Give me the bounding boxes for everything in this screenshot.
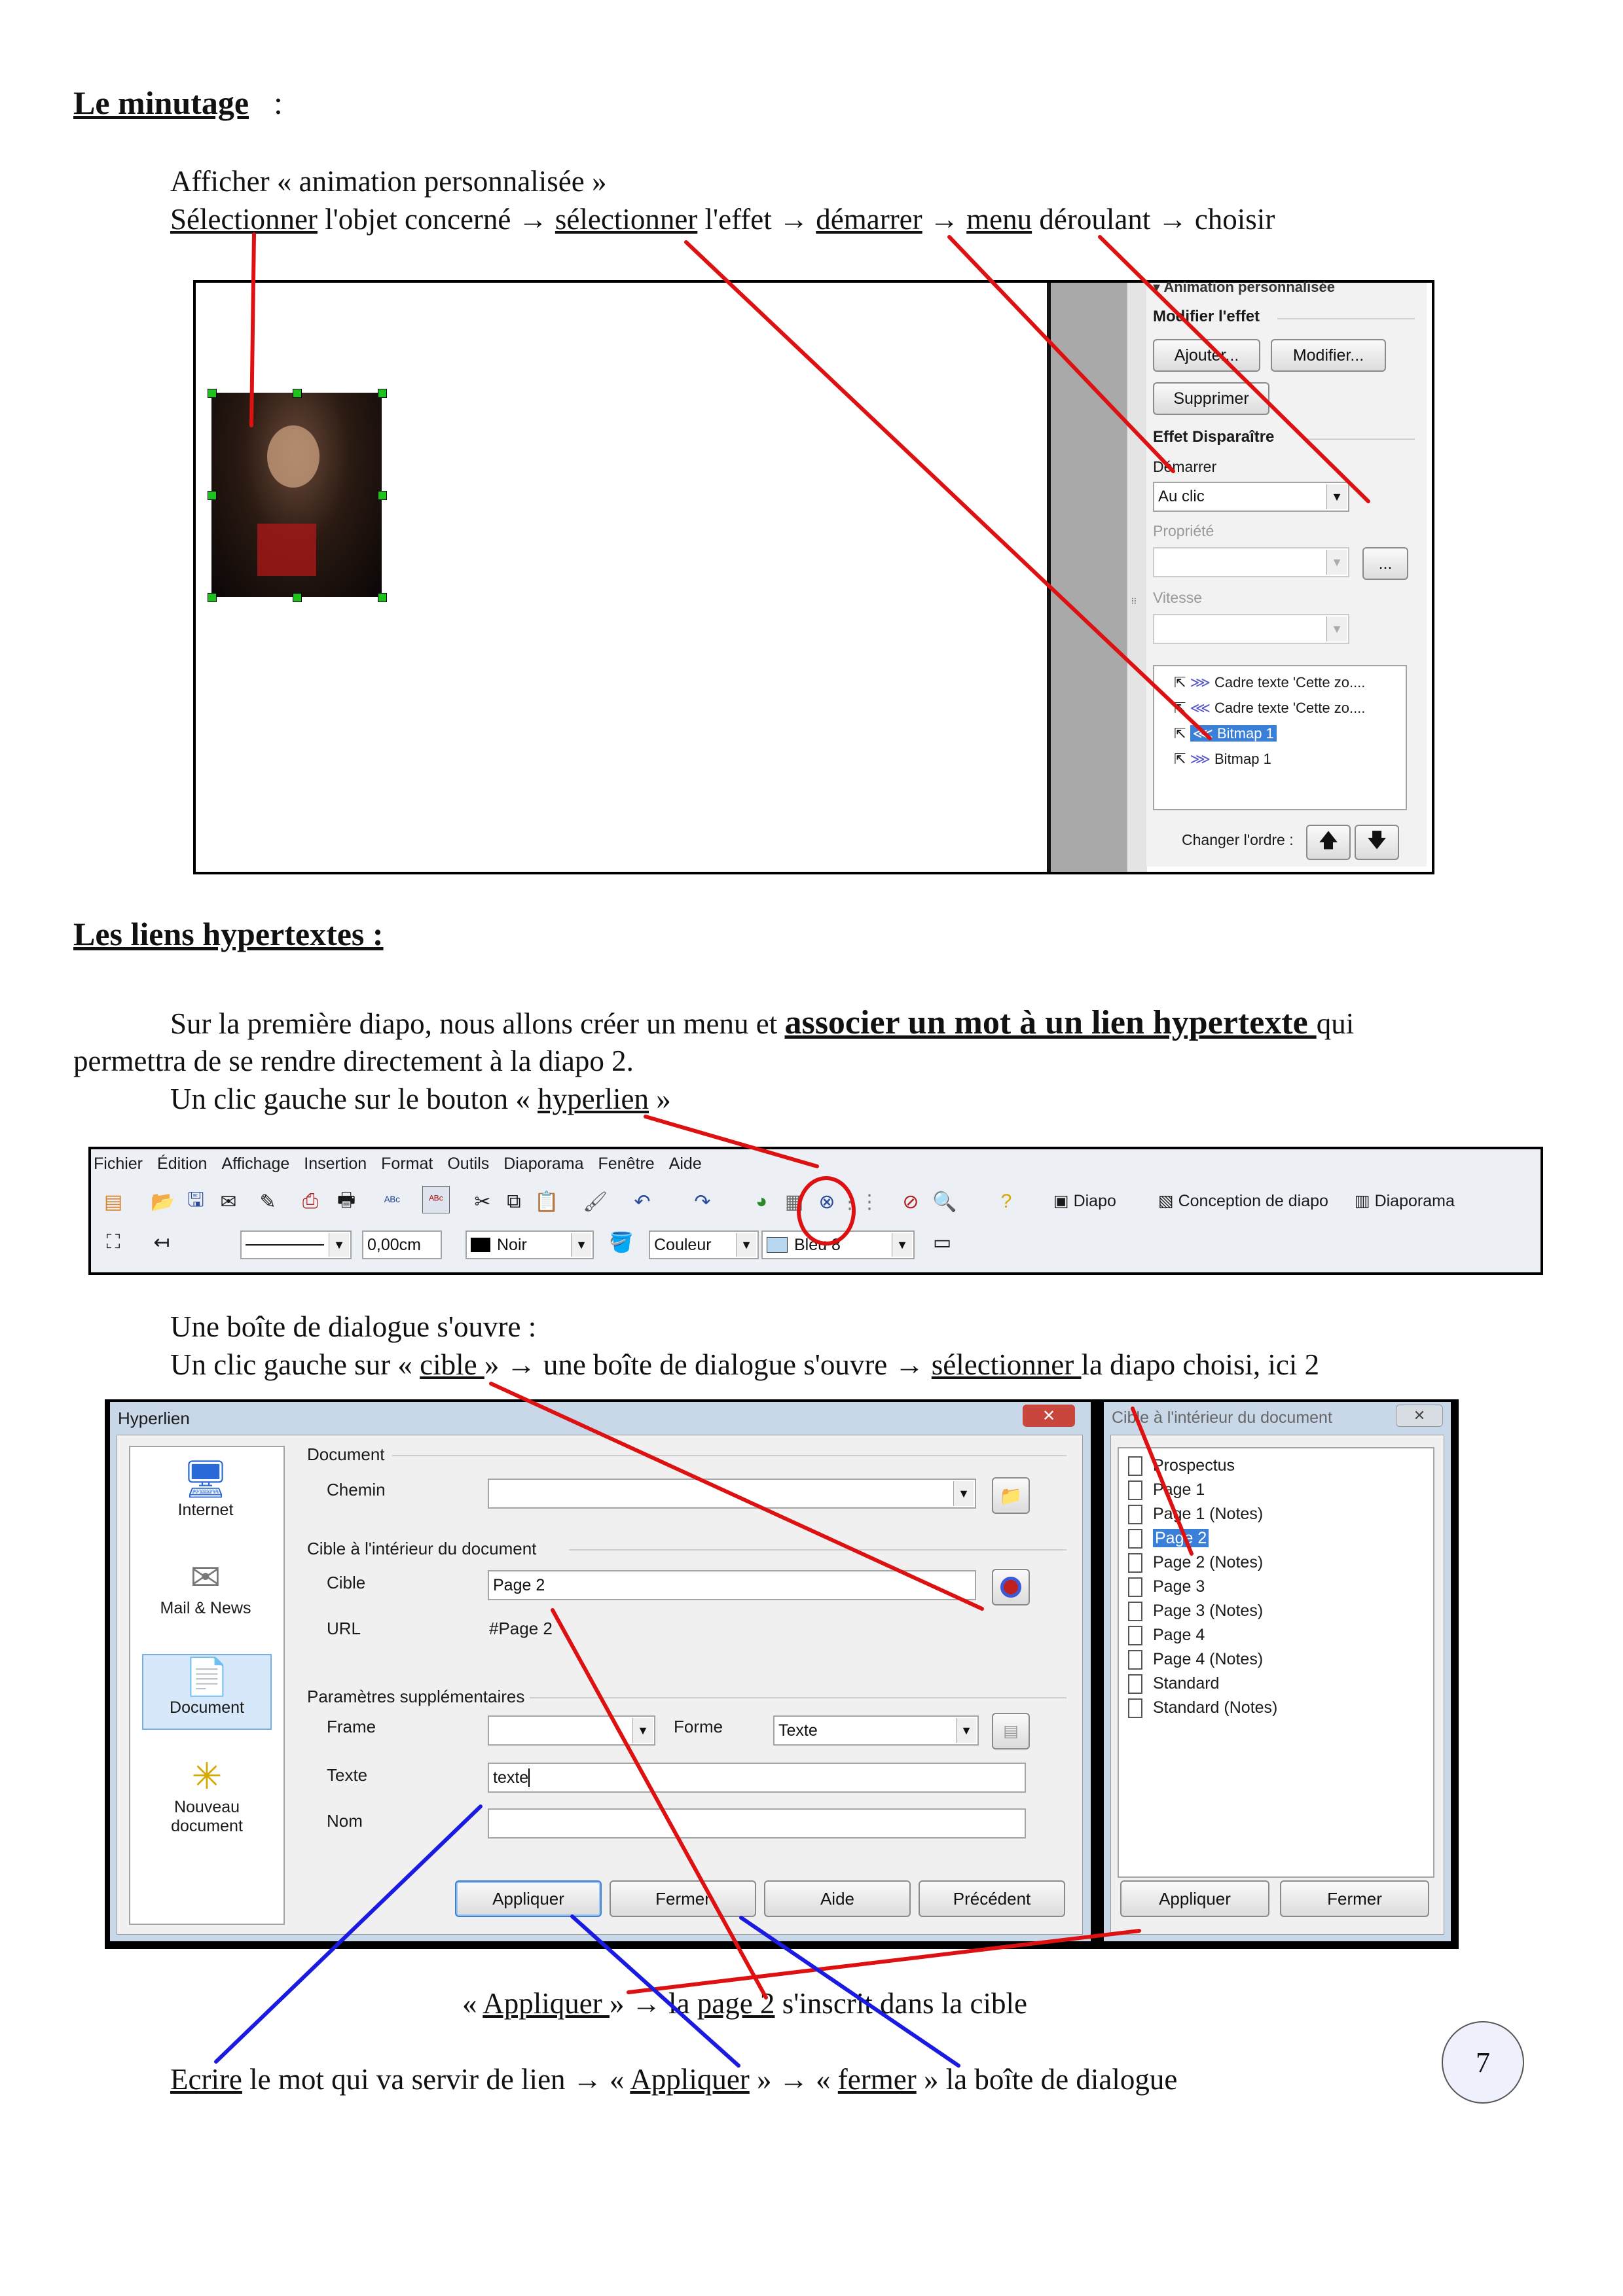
tree-item-selected[interactable] [1128, 1526, 1277, 1551]
undo-icon[interactable]: ↶ [634, 1191, 651, 1213]
events-button[interactable] [992, 1713, 1030, 1749]
move-down-button[interactable] [1355, 825, 1399, 860]
start-value: Au clic [1158, 488, 1205, 505]
area-fill-icon[interactable]: 🪣 [609, 1231, 634, 1253]
page-icon [1128, 1505, 1142, 1524]
property-label: Propriété [1153, 522, 1214, 539]
tree-item[interactable] [1128, 1478, 1277, 1502]
page-icon [1128, 1456, 1142, 1476]
text: « [462, 1987, 483, 2020]
text: » [649, 1083, 671, 1115]
text: » → une boîte de dialogue s'ouvre → [484, 1348, 932, 1381]
title-colon: : [274, 84, 283, 121]
text-label: Texte [327, 1765, 368, 1785]
save-icon[interactable]: 🖫 [187, 1189, 204, 1211]
close-word: fermer [837, 2063, 917, 2096]
modify-effect-group: Modifier l'effet [1153, 308, 1260, 325]
line-color-value: Noir [497, 1235, 527, 1254]
cursor-icon: ⇱ [1174, 700, 1186, 716]
text: Un clic gauche sur le bouton « [170, 1083, 538, 1115]
tree-item[interactable] [1128, 1599, 1277, 1623]
fill-color-dropdown[interactable] [761, 1230, 915, 1259]
paste-icon[interactable]: 📋 [534, 1191, 559, 1213]
text: l'objet concerné → [317, 203, 555, 236]
select-effect-word: sélectionner [555, 203, 698, 236]
line-style-preview [246, 1244, 324, 1246]
menu-tools[interactable]: Outils [447, 1155, 490, 1173]
chart-icon[interactable]: ◕ [755, 1191, 768, 1212]
apply-word: Appliquer [483, 1987, 610, 2020]
new-document-icon[interactable]: ▤ [103, 1191, 123, 1213]
text: Sur la première diapo, nous allons créer un menu et [170, 1007, 785, 1040]
separator [1304, 439, 1415, 440]
footer-line-1 [462, 1984, 1027, 2022]
target-icon [1000, 1577, 1021, 1598]
chevron-down-icon[interactable]: ▼ [1326, 550, 1347, 575]
mail-icon[interactable]: ✉ [220, 1191, 237, 1213]
frame-label: Frame [327, 1717, 376, 1736]
portrait-face-shape [267, 425, 319, 488]
workspace-gray [1051, 283, 1127, 872]
tree-item[interactable] [1128, 1502, 1277, 1526]
chevron-down-icon[interactable]: ▼ [956, 1718, 976, 1743]
tree-item[interactable] [1128, 1696, 1277, 1720]
modify-effect-button[interactable]: Modifier... [1271, 339, 1386, 372]
form-label: Forme [674, 1717, 723, 1736]
export-pdf-icon[interactable]: ⎙ [302, 1191, 318, 1212]
text: l'effet → [697, 203, 816, 236]
panel-header-text: Animation personnalisée [1163, 279, 1335, 295]
text: qui [1316, 1007, 1355, 1040]
key-phrase: associer un mot à un lien hypertexte [784, 1004, 1317, 1041]
color-swatch [471, 1238, 490, 1252]
portrait-image-placeholder[interactable] [211, 393, 382, 597]
slideshow-label: Diaporama [1374, 1192, 1455, 1210]
text: » la boîte de dialogue [916, 2063, 1178, 2096]
color-swatch [767, 1237, 788, 1253]
tree-item[interactable] [1128, 1623, 1277, 1647]
separator [530, 1697, 1067, 1698]
tree-item-label: Page 4 [1153, 1626, 1205, 1644]
arrow-up-icon: 🡅 [1318, 829, 1339, 852]
folder-icon: 📁 [999, 1485, 1023, 1506]
dialog-title: Hyperlien [118, 1408, 190, 1428]
url-value: #Page 2 [489, 1619, 553, 1638]
previous-button[interactable]: Précédent [919, 1880, 1065, 1917]
text-input[interactable] [488, 1763, 1026, 1793]
dialog-body [117, 1435, 1083, 1935]
target-tree[interactable] [1118, 1447, 1434, 1878]
effect-selected-highlight: ⋘ Bitmap 1 [1190, 725, 1277, 742]
effect-item[interactable] [1174, 674, 1365, 691]
tree-item[interactable] [1128, 1647, 1277, 1672]
spellcheck-icon[interactable]: ᴬᴮᶜ [384, 1194, 401, 1209]
target-apply-button[interactable]: Appliquer [1120, 1880, 1269, 1917]
tree-item-label: Page 1 [1153, 1480, 1205, 1499]
browse-folder-button[interactable] [992, 1477, 1030, 1514]
selection-handle[interactable] [208, 389, 217, 398]
tree-item-label: Page 3 (Notes) [1153, 1602, 1264, 1620]
text-cursor [528, 1768, 530, 1787]
screenshot-hyperlink-dialogs [105, 1399, 1459, 1949]
sidebar-internet[interactable] [137, 1458, 274, 1536]
group-document: Document [307, 1444, 385, 1464]
tree-item-label: Page 2 [1153, 1529, 1209, 1547]
chevron-down-icon[interactable]: ▼ [736, 1233, 756, 1257]
property-dropdown[interactable] [1153, 547, 1349, 577]
text: la diapo choisi, ici 2 [1081, 1348, 1320, 1381]
menu-help[interactable]: Aide [668, 1155, 702, 1173]
slide-design-icon: ▧ [1158, 1192, 1174, 1210]
page-icon [1128, 1577, 1142, 1597]
tree-item-label: Page 3 [1153, 1577, 1205, 1596]
group-target: Cible à l'intérieur du document [307, 1539, 537, 1558]
add-effect-button[interactable]: Ajouter... [1153, 339, 1260, 372]
chevron-down-icon[interactable]: ▼ [953, 1481, 974, 1506]
section-title-text: Le minutage [73, 84, 249, 121]
close-icon: ✕ [1042, 1407, 1056, 1425]
selection-handle[interactable] [208, 491, 217, 500]
effect-arrow-icon: ⋙ [1190, 674, 1211, 691]
menu-slideshow[interactable]: Diaporama [503, 1155, 584, 1173]
apply-word: Appliquer [630, 2063, 750, 2096]
page-icon [1128, 1626, 1142, 1645]
tree-item[interactable] [1128, 1454, 1277, 1478]
sidebar-mail-label: Mail & News [160, 1599, 251, 1617]
target-dialog-title: Cible à l'intérieur du document [1112, 1408, 1332, 1427]
new-document-icon: ✳ [191, 1755, 223, 1797]
target-picker-button[interactable] [992, 1569, 1030, 1605]
effect-group-title: Effet Disparaître [1153, 428, 1275, 446]
mail-icon: ✉ [190, 1556, 221, 1598]
hyperlink-icon[interactable]: ⊗ [818, 1191, 835, 1213]
sidebar-mail-news[interactable] [137, 1556, 274, 1634]
form-value: Texte [778, 1721, 818, 1740]
screenshot-custom-animation [193, 280, 1434, 874]
globe-icon: 🖥 [182, 1458, 229, 1499]
tree-item-label: Page 4 (Notes) [1153, 1650, 1264, 1668]
menu-format[interactable]: Format [381, 1155, 433, 1173]
apply-button[interactable]: Appliquer [455, 1880, 602, 1917]
line-fill-toolbar [91, 1224, 1541, 1265]
splitter-grip-icon: ⁞⁞ [1131, 597, 1137, 607]
effect-label: Cadre texte 'Cette zo.... [1214, 674, 1366, 691]
slide-design-button[interactable] [1158, 1191, 1328, 1211]
sidebar-new-doc-label: Nouveau document [171, 1798, 243, 1835]
slideshow-icon: ▥ [1355, 1192, 1370, 1210]
group-extra-params: Paramètres supplémentaires [307, 1687, 525, 1706]
line-style-dropdown[interactable] [240, 1230, 352, 1259]
start-word: démarrer [816, 203, 922, 236]
selection-handle[interactable] [378, 593, 387, 602]
separator [569, 1549, 1067, 1551]
move-up-button[interactable] [1306, 825, 1351, 860]
paragraph-line-1 [170, 1004, 1354, 1043]
form-dropdown[interactable] [773, 1715, 979, 1746]
help-icon[interactable]: ? [1000, 1191, 1012, 1212]
close-dialog-button[interactable]: Fermer [610, 1880, 756, 1917]
menu-view[interactable]: Affichage [221, 1155, 290, 1173]
page-2-word: page 2 [697, 1987, 775, 2020]
sidebar-internet-label: Internet [177, 1501, 234, 1519]
print-icon[interactable]: 🖶 [337, 1189, 356, 1211]
custom-animation-panel [1146, 279, 1427, 867]
text: » → la [610, 1987, 697, 2020]
sidebar-new-document[interactable] [137, 1755, 277, 1853]
redo-icon[interactable]: ↷ [694, 1191, 711, 1213]
navigator-icon[interactable]: ⊘ [902, 1191, 919, 1213]
cut-icon[interactable]: ✂ [474, 1191, 491, 1213]
instruction-line-1: Afficher « animation personnalisée » [170, 165, 607, 198]
hyperlink-word: hyperlien [538, 1083, 649, 1115]
format-paintbrush-icon[interactable]: 🖌 [582, 1191, 608, 1213]
page-icon [1128, 1650, 1142, 1670]
chevron-down-icon[interactable]: ▼ [1326, 484, 1347, 509]
text: Un clic gauche sur « [170, 1348, 420, 1381]
effect-item[interactable] [1174, 700, 1365, 717]
effect-label: Bitmap 1 [1214, 751, 1271, 767]
page-icon [1128, 1529, 1142, 1549]
target-label: Cible [327, 1573, 366, 1592]
standard-toolbar [91, 1182, 1541, 1223]
delete-effect-button[interactable]: Supprimer [1153, 382, 1269, 415]
selection-handle[interactable] [378, 389, 387, 398]
line-color-dropdown[interactable] [465, 1230, 594, 1259]
property-options-button[interactable]: ... [1362, 547, 1408, 580]
separator [1277, 318, 1415, 319]
menu-bar [94, 1155, 702, 1174]
chevron-down-icon[interactable]: ▼ [571, 1233, 591, 1257]
slide-design-label: Conception de diapo [1178, 1192, 1328, 1210]
selection-handle[interactable] [293, 593, 302, 602]
tree-item-label: Page 2 (Notes) [1153, 1553, 1264, 1571]
name-input[interactable] [488, 1808, 1026, 1839]
edit-file-icon[interactable]: ✎ [259, 1191, 276, 1213]
sidebar-document-label: Document [170, 1698, 244, 1717]
effect-arrow-icon: ⋙ [1190, 751, 1211, 767]
sidebar-document-selected[interactable] [142, 1654, 272, 1730]
target-close-dialog-button[interactable]: Fermer [1280, 1880, 1429, 1917]
cursor-icon: ⇱ [1174, 725, 1186, 742]
chevron-down-icon[interactable]: ▼ [892, 1233, 912, 1257]
slide-canvas [196, 283, 1047, 872]
arrow-down-icon: 🡇 [1366, 829, 1387, 852]
name-label: Nom [327, 1811, 363, 1831]
events-icon: ▤ [1003, 1722, 1019, 1740]
arrow-style-icon[interactable]: ↤ [153, 1231, 170, 1253]
line-icon[interactable]: ⛶ [106, 1231, 120, 1253]
target-dialog-body [1110, 1435, 1444, 1935]
help-button[interactable]: Aide [764, 1880, 911, 1917]
tree-item-label: Standard (Notes) [1153, 1698, 1278, 1717]
target-dialog [1104, 1402, 1451, 1941]
tree-item-label: Page 1 (Notes) [1153, 1505, 1264, 1523]
effects-list[interactable] [1153, 665, 1407, 810]
page-icon [1128, 1698, 1142, 1718]
chevron-down-icon[interactable]: ▼ [1326, 617, 1347, 641]
page-icon [1128, 1674, 1142, 1694]
paragraph-line-2: permettra de se rendre directement à la diapo 2. [73, 1045, 634, 1077]
text: » → « [749, 2063, 838, 2096]
change-order-label: Changer l'ordre : [1182, 831, 1294, 848]
zoom-icon[interactable]: 🔍 [932, 1191, 957, 1213]
effect-item-selected[interactable] [1174, 725, 1277, 742]
target-close-button[interactable] [1396, 1405, 1443, 1427]
line-width-field[interactable]: 0,00cm [362, 1230, 442, 1259]
path-input[interactable] [488, 1479, 976, 1509]
page-icon [1128, 1553, 1142, 1573]
cursor-icon: ⇱ [1174, 751, 1186, 767]
select-word: sélectionner [931, 1348, 1082, 1381]
tree-item-label: Standard [1153, 1674, 1220, 1693]
selection-handle[interactable] [208, 593, 217, 602]
url-label: URL [327, 1619, 361, 1638]
selection-handle[interactable] [378, 491, 387, 500]
grid-icon[interactable]: ⋮⋮ [840, 1191, 879, 1213]
text-input-value: texte [493, 1768, 529, 1787]
slide-icon: ▣ [1053, 1192, 1069, 1210]
tree-item[interactable] [1128, 1672, 1277, 1696]
start-label: Démarrer [1153, 458, 1217, 475]
section-title-hyperlinks: Les liens hypertextes : [73, 916, 384, 952]
autospellcheck-icon[interactable]: ᴬᴮᶜ [422, 1186, 450, 1213]
effect-label: Cadre texte 'Cette zo.... [1214, 700, 1366, 716]
menu-word: menu [966, 203, 1032, 236]
footer-line-2 [170, 2060, 1177, 2098]
select-word: Sélectionner [170, 203, 318, 236]
table-icon[interactable]: ▦ [784, 1191, 804, 1213]
separator [392, 1455, 1067, 1456]
slide-button[interactable] [1053, 1191, 1116, 1211]
screenshot-toolbar [88, 1147, 1543, 1275]
target-input[interactable]: Page 2 [488, 1570, 976, 1600]
open-folder-icon[interactable]: 📂 [151, 1191, 175, 1213]
write-word: Ecrire [170, 2063, 242, 2096]
menu-insert[interactable]: Insertion [304, 1155, 367, 1173]
page-icon [1128, 1480, 1142, 1500]
tree-item-label: Prospectus [1153, 1456, 1235, 1475]
effect-arrow-icon: ⋘ [1190, 700, 1211, 716]
effect-label: Bitmap 1 [1216, 725, 1274, 742]
cursor-icon: ⇱ [1174, 674, 1186, 691]
fill-type-dropdown[interactable] [649, 1230, 759, 1259]
section-title-minutage [73, 84, 249, 122]
start-dropdown[interactable] [1153, 482, 1349, 512]
menu-window[interactable]: Fenêtre [598, 1155, 655, 1173]
panel-splitter[interactable] [1127, 283, 1147, 872]
page-icon [1128, 1602, 1142, 1621]
target-tree-items [1128, 1454, 1277, 1720]
selection-handle[interactable] [293, 389, 302, 398]
menu-edit[interactable]: Édition [157, 1155, 208, 1173]
tree-item[interactable] [1128, 1551, 1277, 1575]
hyperlink-dialog [110, 1402, 1091, 1941]
copy-icon[interactable]: ⧉ [507, 1191, 521, 1212]
speed-dropdown[interactable] [1153, 614, 1349, 644]
dialog-instruction-line [170, 1346, 1319, 1384]
panel-header: ▾ Animation personnalisée [1153, 279, 1335, 295]
fill-color-value: Bleu 8 [794, 1235, 841, 1254]
effect-item[interactable] [1174, 751, 1271, 768]
frame-dropdown[interactable] [488, 1715, 655, 1746]
text: déroulant → choisir [1032, 203, 1275, 236]
portrait-scarf-shape [257, 524, 316, 576]
speed-label: Vitesse [1153, 589, 1203, 606]
close-icon: ✕ [1413, 1407, 1426, 1424]
shadow-icon[interactable]: ▭ [932, 1231, 952, 1253]
target-word: cible [420, 1348, 484, 1381]
text: → [922, 203, 967, 236]
dialog-intro-line: Une boîte de dialogue s'ouvre : [170, 1310, 537, 1343]
document-icon: 📄 [184, 1656, 230, 1697]
fill-type-value: Couleur [654, 1235, 712, 1254]
page-number: 7 [1476, 2046, 1490, 2079]
slide-label: Diapo [1073, 1192, 1116, 1210]
text: s'inscrit dans la cible [775, 1987, 1027, 2020]
path-label: Chemin [327, 1480, 386, 1499]
text: le mot qui va servir de lien → « [242, 2063, 630, 2096]
paragraph-line-3 [170, 1080, 671, 1118]
menu-file[interactable]: Fichier [94, 1155, 143, 1173]
close-button[interactable] [1023, 1405, 1075, 1427]
instruction-line-2 [170, 200, 1275, 238]
page-number-badge [1442, 2021, 1524, 2104]
hyperlink-type-sidebar [129, 1446, 285, 1925]
chevron-down-icon[interactable]: ▼ [632, 1718, 653, 1743]
tree-item[interactable] [1128, 1575, 1277, 1599]
chevron-down-icon[interactable]: ▼ [329, 1233, 349, 1257]
slideshow-button[interactable] [1355, 1191, 1455, 1211]
